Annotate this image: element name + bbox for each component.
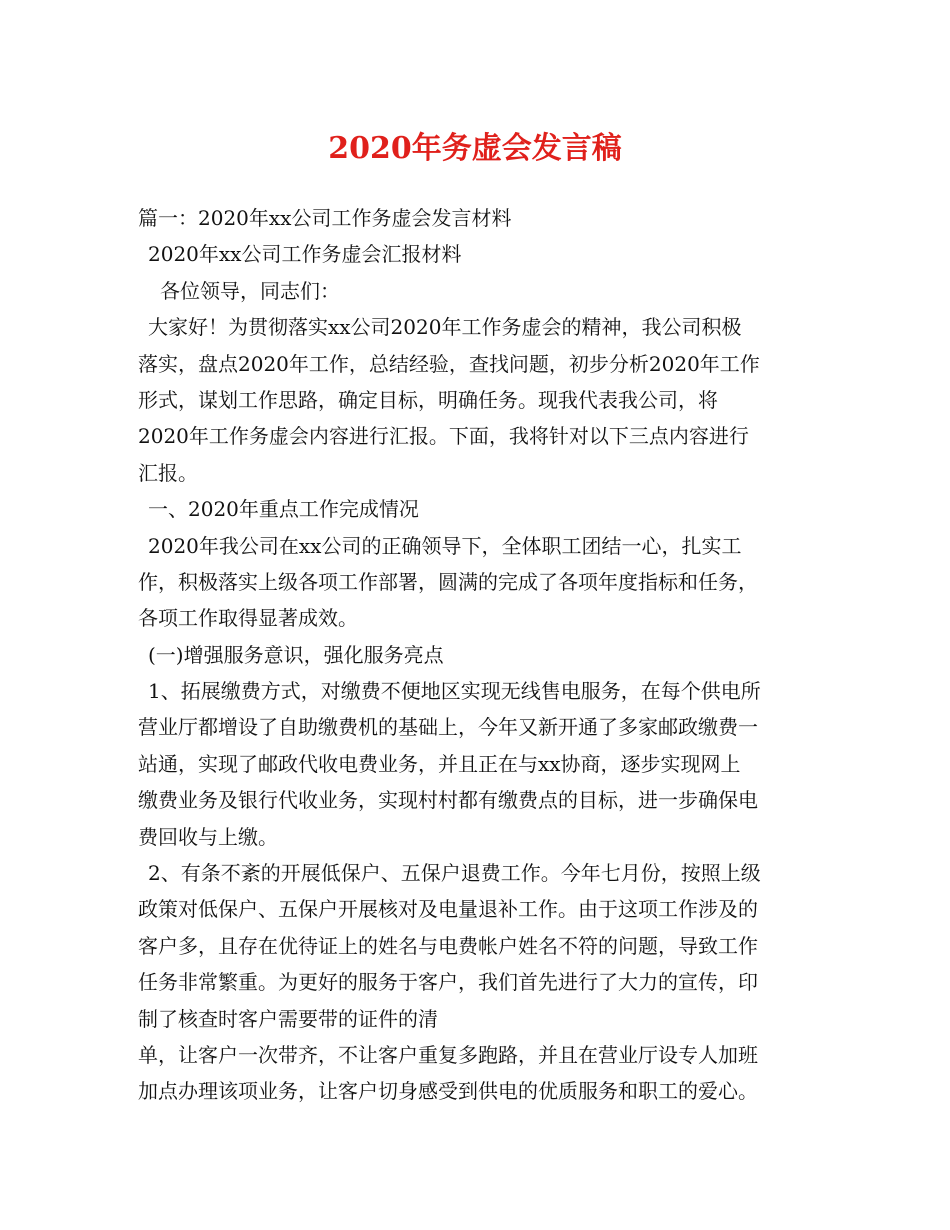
paragraph-line: 2020年工作务虚会内容进行汇报。下面，我将针对以下三点内容进行 [138, 424, 749, 449]
paragraph-line: 汇报。 [138, 460, 198, 485]
paragraph-line: 加点办理该项业务，让客户切身感受到供电的优质服务和职工的爱心。 [138, 1079, 758, 1104]
salutation-line: 各位领导，同志们： [160, 278, 340, 303]
paragraph-line: 政策对低保户、五保户开展核对及电量退补工作。由于这项工作涉及的 [138, 897, 758, 922]
section-heading: 一、2020年重点工作完成情况 [148, 497, 419, 522]
paragraph-line: 2020年我公司在xx公司的正确领导下，全体职工团结一心，扎实工 [148, 533, 742, 558]
paragraph-line: 营业厅都增设了自助缴费机的基础上，今年又新开通了多家邮政缴费一 [138, 715, 758, 740]
paragraph-line: 形式，谋划工作思路，确定目标，明确任务。现我代表我公司，将 [138, 387, 718, 412]
paragraph-line: 2、有条不紊的开展低保户、五保户退费工作。今年七月份，按照上级 [148, 861, 761, 886]
paragraph-line: 各项工作取得显著成效。 [138, 606, 358, 631]
paragraph-line: 费回收与上缴。 [138, 824, 278, 849]
paragraph-line: 作，积极落实上级各项工作部署，圆满的完成了各项年度指标和任务， [138, 569, 758, 594]
paragraph-line: 落实，盘点2020年工作，总结经验，查找问题，初步分析2020年工作 [138, 351, 760, 376]
paragraph-line: 大家好！为贯彻落实xx公司2020年工作务虚会的精神，我公司积极 [148, 315, 742, 340]
subsection-heading: (一)增强服务意识，强化服务亮点 [148, 642, 444, 667]
subtitle-line: 2020年xx公司工作务虚会汇报材料 [148, 242, 462, 267]
paragraph-line: 单，让客户一次带齐，不让客户重复多跑路，并且在营业厅设专人加班 [138, 1042, 758, 1067]
paragraph-line: 客户多，且存在优待证上的姓名与电费帐户姓名不符的问题，导致工作 [138, 933, 758, 958]
paragraph-line: 任务非常繁重。为更好的服务于客户，我们首先进行了大力的宣传，印 [138, 970, 758, 995]
document-body [138, 200, 818, 1110]
paragraph-line: 缴费业务及银行代收业务，实现村村都有缴费点的目标，进一步确保电 [138, 788, 758, 813]
paragraph-line: 1、拓展缴费方式，对缴费不便地区实现无线售电服务，在每个供电所 [148, 679, 761, 704]
document-title: 2020年务虚会发言稿 [328, 131, 622, 166]
paragraph-line: 制了核查时客户需要带的证件的清 [138, 1006, 438, 1031]
paragraph-line: 站通，实现了邮政代收电费业务，并且正在与xx协商，逐步实现网上 [138, 751, 741, 776]
section-heading: 篇一：2020年xx公司工作务虚会发言材料 [138, 206, 512, 230]
